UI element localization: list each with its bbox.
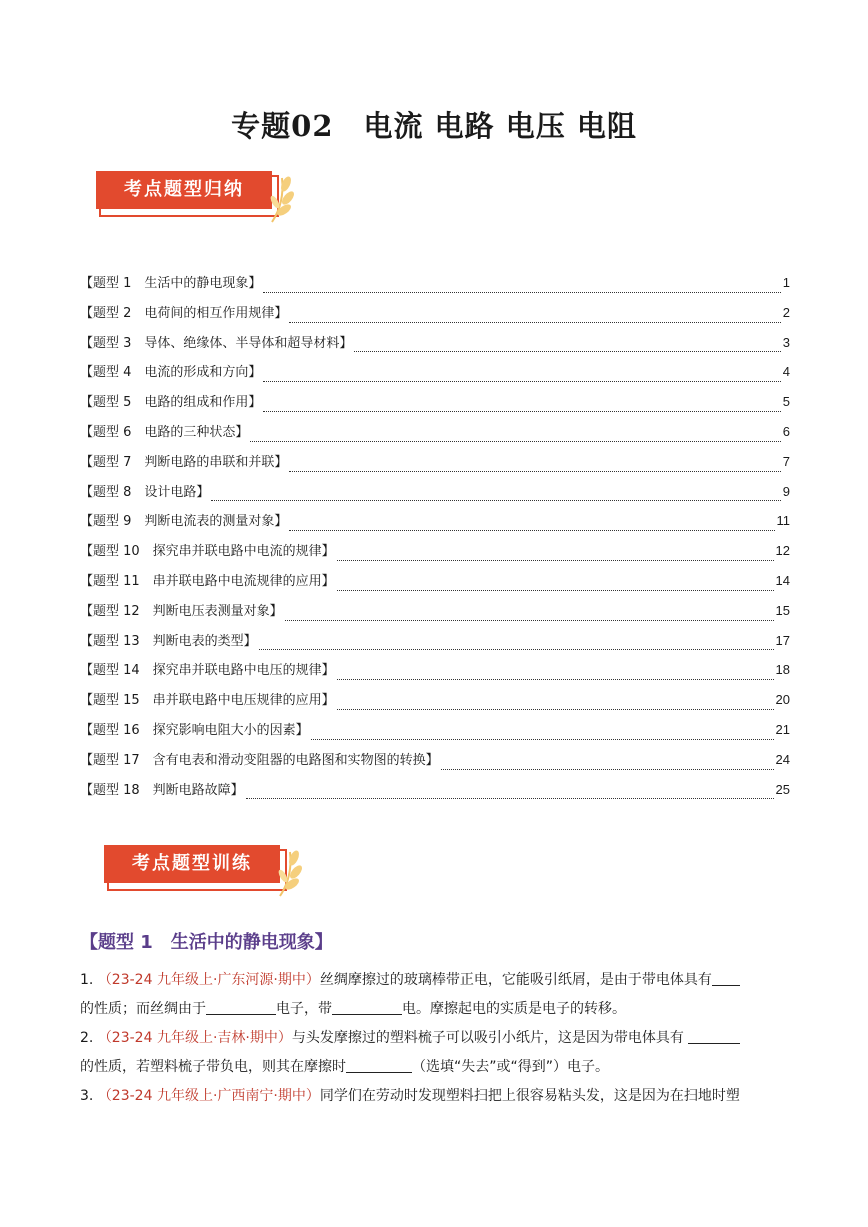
toc-label: 【题型 5 电路的组成和作用】: [80, 395, 262, 411]
toc-label: 【题型 10 探究串并联电路中电流的规律】: [80, 544, 335, 560]
toc-page-number: 11: [776, 513, 790, 529]
question-1: 1. （23-24 九年级上·广东河源·期中）丝绸摩擦过的玻璃棒带正电，它能吸引纸屑，是由于带电体具有 的性质；而丝绸由于 电子，带 电。摩擦起电的实质是电子的转移。: [80, 966, 792, 1024]
toc-leader-dots: [211, 499, 780, 501]
toc-page-number: 21: [775, 721, 790, 737]
toc-page-number: 2: [782, 304, 790, 320]
toc-row[interactable]: [80, 391, 790, 421]
toc-row[interactable]: [80, 421, 790, 451]
toc-leader-dots: [311, 738, 774, 740]
toc-row[interactable]: [80, 779, 790, 809]
toc-leader-dots: [337, 559, 774, 561]
page-title: 专题02 电流 电路 电压 电阻: [231, 109, 637, 143]
toc-row[interactable]: [80, 570, 790, 600]
question-list: [80, 966, 792, 1111]
toc-page-number: 12: [775, 543, 790, 559]
table-of-contents: [80, 272, 790, 808]
toc-page-number: 14: [775, 572, 790, 588]
toc-row[interactable]: [80, 451, 790, 481]
question-source: （23-24 九年级上·吉林·期中）: [97, 1030, 292, 1046]
toc-label: 【题型 9 判断电流表的测量对象】: [80, 514, 288, 530]
laurel-icon: [266, 172, 296, 224]
toc-row[interactable]: [80, 719, 790, 749]
toc-leader-dots: [441, 768, 774, 770]
toc-page-number: 20: [775, 692, 790, 708]
toc-leader-dots: [263, 410, 780, 412]
toc-page-number: 6: [782, 423, 790, 439]
toc-page-number: 25: [775, 781, 790, 797]
answer-blank[interactable]: [332, 1000, 402, 1015]
toc-leader-dots: [246, 797, 774, 799]
toc-leader-dots: [337, 708, 774, 710]
toc-row[interactable]: [80, 272, 790, 302]
section-heading: 【题型 1 生活中的静电现象】: [80, 932, 333, 953]
toc-page-number: 5: [782, 394, 790, 410]
toc-row[interactable]: [80, 302, 790, 332]
toc-leader-dots: [337, 678, 774, 680]
toc-row[interactable]: [80, 600, 790, 630]
banner-label: 考点题型训练: [104, 845, 280, 883]
toc-leader-dots: [289, 321, 780, 323]
toc-leader-dots: [354, 350, 780, 352]
section-banner-training: [104, 842, 304, 898]
toc-label: 【题型 11 串并联电路中电流规律的应用】: [80, 573, 335, 589]
toc-page-number: 9: [782, 483, 790, 499]
answer-blank[interactable]: [346, 1058, 412, 1073]
laurel-icon: [274, 846, 304, 898]
toc-row[interactable]: [80, 332, 790, 362]
toc-label: 【题型 13 判断电表的类型】: [80, 633, 257, 649]
toc-label: 【题型 2 电荷间的相互作用规律】: [80, 305, 288, 321]
question-3: 3. （23-24 九年级上·广西南宁·期中）同学们在劳动时发现塑料扫把上很容易粘头发，这是因为在扫地时塑: [80, 1088, 740, 1104]
toc-leader-dots: [289, 470, 780, 472]
toc-page-number: 15: [775, 602, 790, 618]
toc-label: 【题型 18 判断电路故障】: [80, 782, 244, 798]
question-2: 2. （23-24 九年级上·吉林·期中）与头发摩擦过的塑料梳子可以吸引小纸片，这是因为带电体具有 的性质，若塑料梳子带负电，则其在摩擦时 （选填“失去”或“得到”）电子。: [80, 1024, 792, 1082]
question-source: （23-24 九年级上·广东河源·期中）: [97, 972, 320, 988]
banner-label: 考点题型归纳: [96, 171, 272, 209]
toc-label: 【题型 8 设计电路】: [80, 484, 210, 500]
toc-page-number: 3: [782, 334, 790, 350]
toc-label: 【题型 7 判断电路的串联和并联】: [80, 454, 288, 470]
toc-leader-dots: [285, 619, 774, 621]
answer-blank[interactable]: [206, 1000, 276, 1015]
toc-page-number: 17: [775, 632, 790, 648]
toc-row[interactable]: [80, 630, 790, 660]
toc-label: 【题型 15 串并联电路中电压规律的应用】: [80, 693, 335, 709]
toc-row[interactable]: [80, 659, 790, 689]
toc-row[interactable]: [80, 481, 790, 511]
toc-label: 【题型 17 含有电表和滑动变阻器的电路图和实物图的转换】: [80, 752, 439, 768]
toc-page-number: 4: [782, 364, 790, 380]
toc-label: 【题型 1 生活中的静电现象】: [80, 276, 262, 291]
toc-page-number: 1: [782, 275, 790, 290]
toc-row[interactable]: [80, 361, 790, 391]
toc-label: 【题型 14 探究串并联电路中电压的规律】: [80, 663, 335, 679]
toc-row[interactable]: [80, 510, 790, 540]
toc-label: 【题型 6 电路的三种状态】: [80, 424, 249, 440]
toc-page-number: 24: [775, 751, 790, 767]
answer-blank[interactable]: [688, 1029, 740, 1044]
toc-leader-dots: [289, 529, 774, 531]
toc-leader-dots: [250, 440, 780, 442]
toc-leader-dots: [263, 380, 780, 382]
question-source: （23-24 九年级上·广西南宁·期中）: [97, 1088, 320, 1104]
toc-leader-dots: [337, 589, 774, 591]
answer-blank[interactable]: [712, 971, 740, 986]
toc-label: 【题型 12 判断电压表测量对象】: [80, 603, 283, 619]
section-banner-summary: [96, 168, 296, 224]
toc-label: 【题型 4 电流的形成和方向】: [80, 365, 262, 381]
toc-row[interactable]: [80, 689, 790, 719]
toc-leader-dots: [263, 291, 780, 293]
toc-leader-dots: [259, 648, 774, 650]
toc-page-number: 7: [782, 453, 790, 469]
toc-label: 【题型 16 探究影响电阻大小的因素】: [80, 722, 309, 738]
toc-label: 【题型 3 导体、绝缘体、半导体和超导材料】: [80, 335, 353, 351]
toc-row[interactable]: [80, 749, 790, 779]
toc-row[interactable]: [80, 540, 790, 570]
toc-page-number: 18: [775, 662, 790, 678]
